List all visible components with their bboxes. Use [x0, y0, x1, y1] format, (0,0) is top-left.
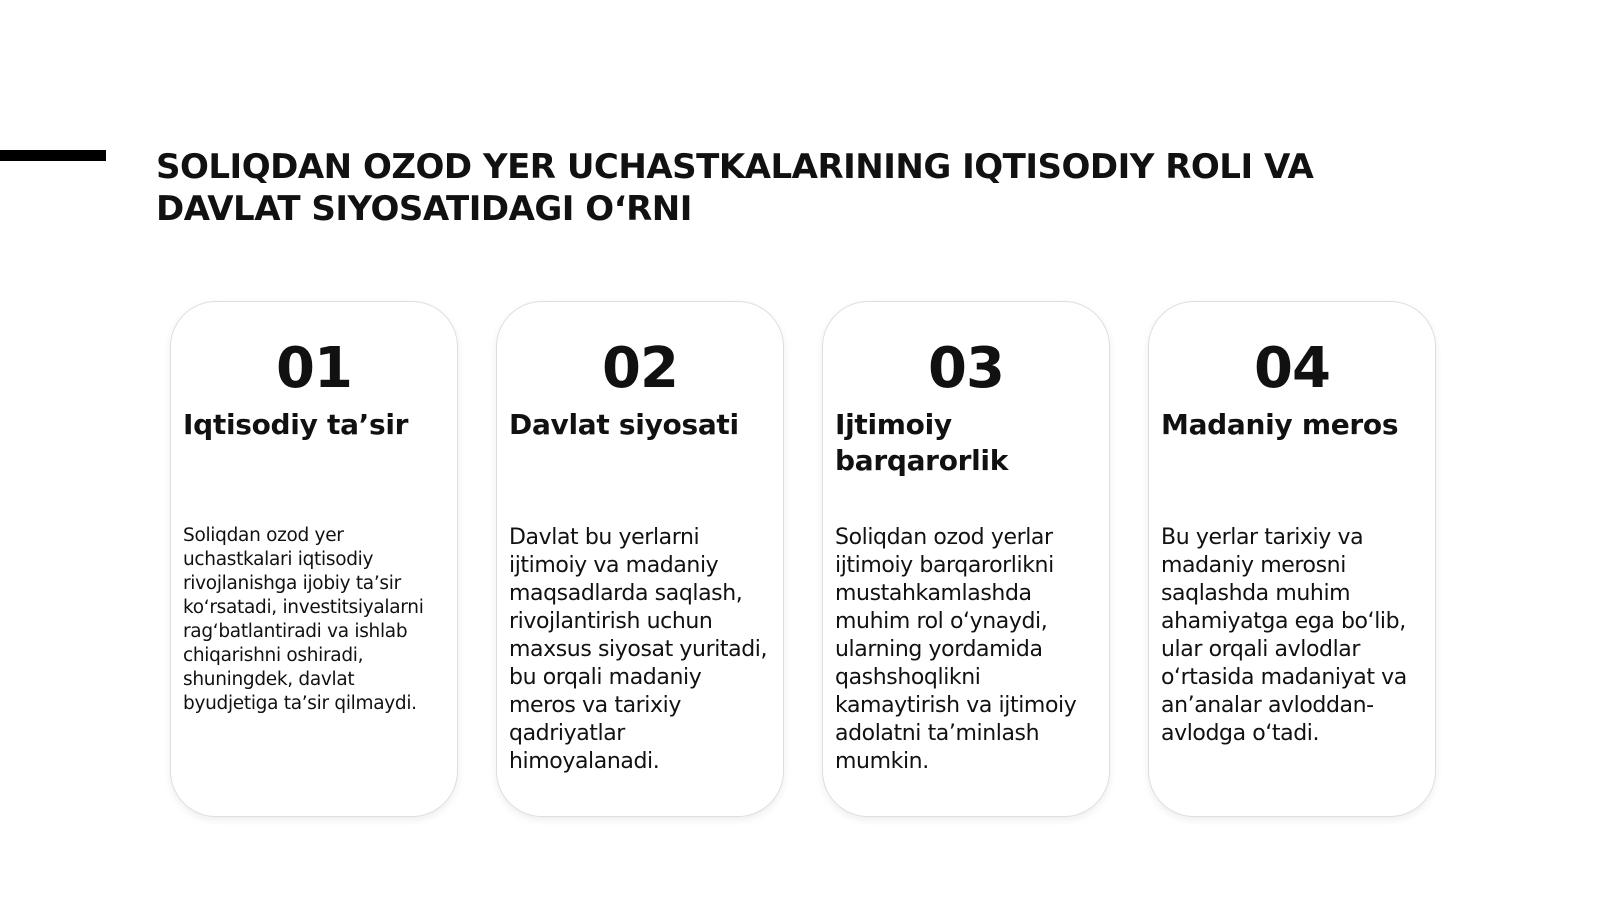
card-number: 04 — [1254, 336, 1330, 401]
card-number: 02 — [602, 336, 678, 401]
card-cultural-heritage — [1148, 301, 1436, 817]
card-social-stability — [822, 301, 1110, 817]
card-heading: Iqtisodiy ta’sir — [183, 408, 409, 441]
title-accent-bar — [0, 150, 106, 161]
slide-title: SOLIQDAN OZOD YER UCHASTKALARINING IQTISODIY ROLI VA DAVLAT SIYOSATIDAGI O‘RNI — [156, 147, 1314, 229]
card-heading: Madaniy meros — [1161, 408, 1399, 441]
card-body-text: Bu yerlar tarixiy va madaniy merosni saqlashda muhim ahamiyatga ega bo‘lib, ular orqali avlodlar o‘rtasida madaniyat va an’analar avloddan-avlodga o‘tadi. — [1161, 525, 1407, 746]
card-body-text: Davlat bu yerlarni ijtimoiy va madaniy maqsadlarda saqlash, rivojlantirish uchun maxsus siyosat yuritadi, bu orqali madaniy meros va tarixiy qadriyatlar himoyalanadi. — [509, 525, 768, 774]
card-body-text: Soliqdan ozod yerlar ijtimoiy barqarorlikni mustahkamlashda muhim rol o‘ynaydi, ularning yordamida qashshoqlikni kamaytirish va ijtimoiy adolatni ta’minlash mumkin. — [835, 525, 1077, 774]
card-heading: Davlat siyosati — [509, 408, 739, 441]
card-economic-impact — [170, 301, 458, 817]
card-state-policy — [496, 301, 784, 817]
card-body-text: Soliqdan ozod yer uchastkalari iqtisodiy rivojlanishga ijobiy ta’sir ko‘rsatadi, investitsiyalarni rag‘batlantiradi va ishlab chiqarishni oshiradi, shuningdek, davlat byudjetiga ta’sir qilmaydi. — [183, 525, 424, 714]
card-number: 03 — [928, 336, 1004, 401]
card-number: 01 — [276, 336, 352, 401]
card-heading: Ijtimoiy barqarorlik — [835, 408, 1009, 477]
